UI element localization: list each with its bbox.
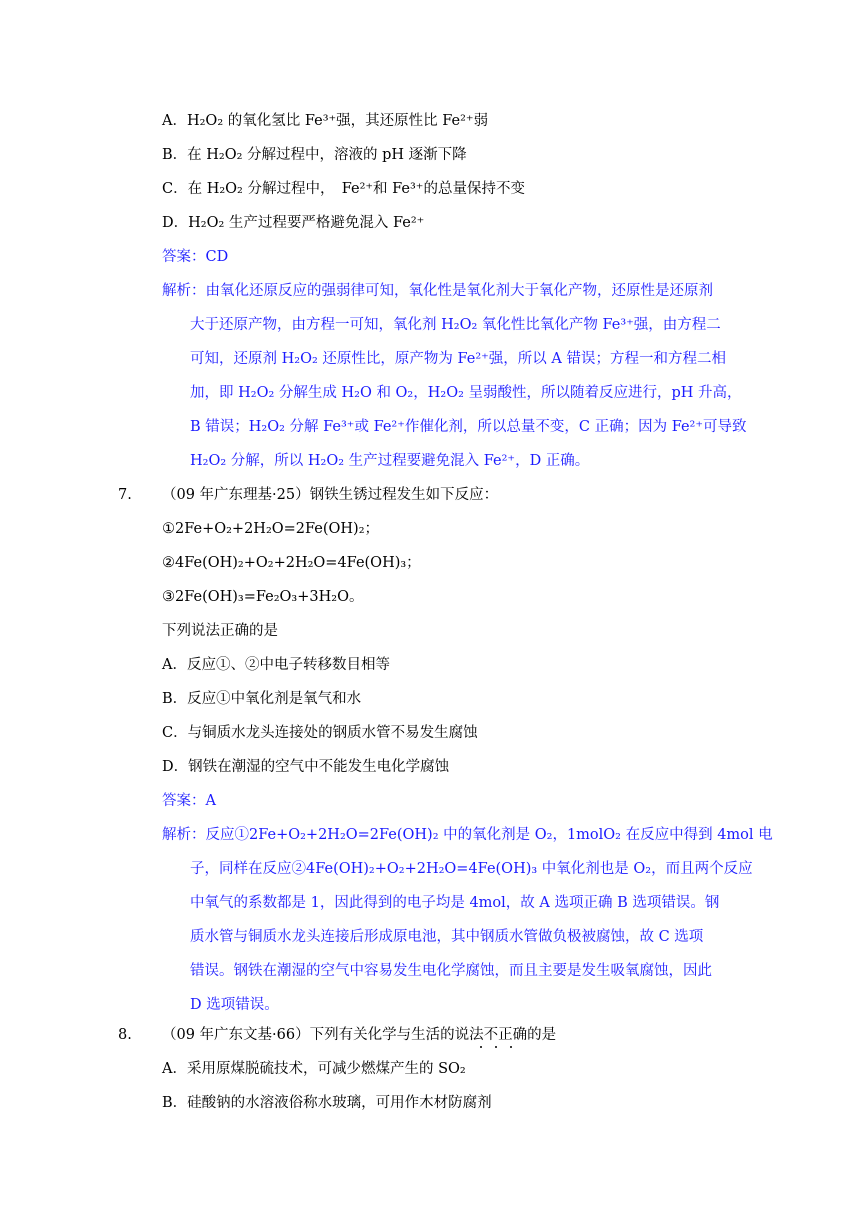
q7-reaction-1: ①2Fe+O₂+2H₂O=2Fe(OH)₂； xyxy=(162,521,380,537)
q7-option-c: C．与铜质水龙头连接处的钢质水管不易发生腐蚀 xyxy=(162,725,478,741)
emphasis-dots xyxy=(0,1046,860,1050)
q6-analysis-line: H₂O₂ 分解，所以 H₂O₂ 生产过程要避免混入 Fe²⁺，D 正确。 xyxy=(190,453,590,469)
q7-analysis-line: 质水管与铜质水龙头连接后形成原电池，其中钢质水管做负极被腐蚀，故 C 选项 xyxy=(190,929,704,945)
q6-analysis-line: 大于还原产物，由方程一可知，氧化剂 H₂O₂ 氧化性比氧化产物 Fe³⁺强，由方程二 xyxy=(190,317,721,333)
q6-analysis-line: 加，即 H₂O₂ 分解生成 H₂O 和 O₂，H₂O₂ 呈弱酸性，所以随着反应进行，pH 升高， xyxy=(190,385,742,401)
q7-analysis-line: 子，同样在反应②4Fe(OH)₂+O₂+2H₂O=4Fe(OH)₃ 中氧化剂也是 O₂，而且两个反应 xyxy=(190,861,753,877)
q6-analysis-line: 解析：由氧化还原反应的强弱律可知，氧化性是氧化剂大于氧化产物，还原性是还原剂 xyxy=(162,283,713,299)
q6-option-b: B．在 H₂O₂ 分解过程中，溶液的 pH 逐渐下降 xyxy=(162,147,467,163)
q7-option-a: A．反应①、②中电子转移数目相等 xyxy=(162,657,390,673)
emphasis-dot xyxy=(480,1046,482,1048)
q7-analysis-line: D 选项错误。 xyxy=(190,997,279,1013)
q6-analysis-line: B 错误；H₂O₂ 分解 Fe³⁺或 Fe²⁺作催化剂，所以总量不变，C 正确；因为 Fe²⁺可导致 xyxy=(190,419,747,435)
q6-option-c: C．在 H₂O₂ 分解过程中， Fe²⁺和 Fe³⁺的总量保持不变 xyxy=(162,181,525,197)
q6-answer: 答案：CD xyxy=(162,249,229,265)
q7-prompt: 下列说法正确的是 xyxy=(162,623,278,639)
q8-option-b: B．硅酸钠的水溶液俗称水玻璃，可用作木材防腐剂 xyxy=(162,1095,492,1111)
q6-option-d: D．H₂O₂ 生产过程要严格避免混入 Fe²⁺ xyxy=(162,215,425,231)
q8-number: 8. xyxy=(118,1027,132,1043)
q8-stem: （09 年广东文基·66）下列有关化学与生活的说法不正确的是 xyxy=(162,1027,557,1043)
q7-reaction-2: ②4Fe(OH)₂+O₂+2H₂O=4Fe(OH)₃； xyxy=(162,555,421,571)
q7-analysis-line: 解析：反应①2Fe+O₂+2H₂O=2Fe(OH)₂ 中的氧化剂是 O₂，1molO₂ 在反应中得到 4mol 电 xyxy=(162,827,773,843)
q8-option-a: A．采用原煤脱硫技术，可减少燃煤产生的 SO₂ xyxy=(162,1061,466,1077)
emphasis-dot xyxy=(510,1046,512,1048)
q7-option-b: B．反应①中氧化剂是氧气和水 xyxy=(162,691,362,707)
q7-answer: 答案：A xyxy=(162,793,216,809)
q7-number: 7. xyxy=(118,487,132,503)
q7-option-d: D．钢铁在潮湿的空气中不能发生电化学腐蚀 xyxy=(162,759,450,775)
q7-analysis-line: 错误。钢铁在潮湿的空气中容易发生电化学腐蚀，而且主要是发生吸氧腐蚀，因此 xyxy=(190,963,712,979)
q6-analysis-line: 可知，还原剂 H₂O₂ 还原性比，原产物为 Fe²⁺强，所以 A 错误；方程一和方程二相 xyxy=(190,351,726,367)
emphasis-dot xyxy=(495,1046,497,1048)
q7-analysis-line: 中氧气的系数都是 1，因此得到的电子均是 4mol，故 A 选项正确 B 选项错误。钢 xyxy=(190,895,720,911)
q6-option-a: A．H₂O₂ 的氧化氢比 Fe³⁺强，其还原性比 Fe²⁺弱 xyxy=(162,113,489,129)
q7-reaction-3: ③2Fe(OH)₃=Fe₂O₃+3H₂O。 xyxy=(162,589,364,605)
q7-stem: （09 年广东理基·25）钢铁生锈过程发生如下反应： xyxy=(162,487,499,503)
